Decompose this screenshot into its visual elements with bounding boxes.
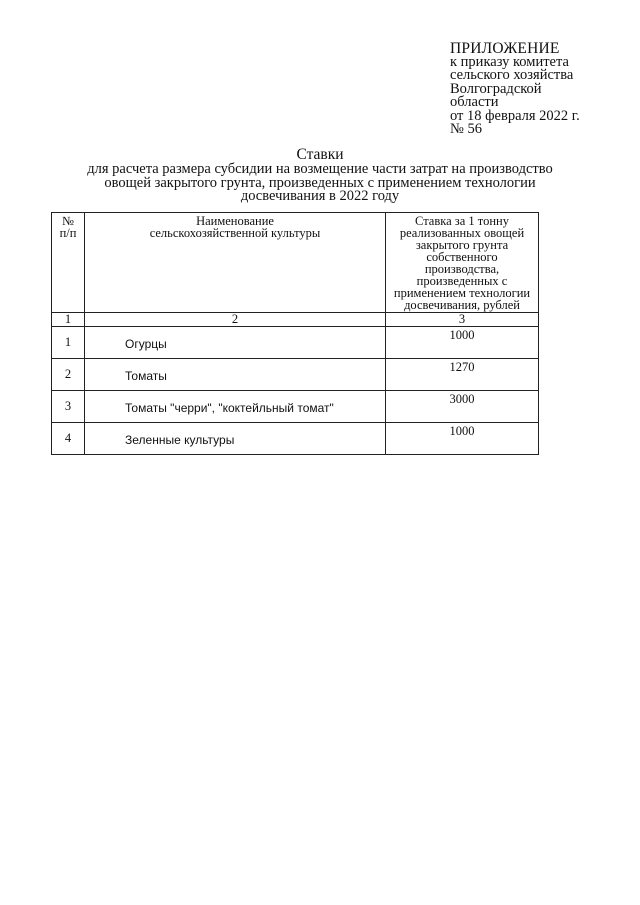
title-line: овощей закрытого грунта, произведенных с применением технологии: [104, 174, 536, 191]
table-row: [52, 359, 539, 391]
rate-value: 1000: [386, 423, 539, 455]
crop-name: Томаты: [85, 359, 386, 391]
column-number-row: [52, 313, 539, 327]
appendix-line: Волгоградской: [450, 80, 542, 97]
header-line: произведенных с: [416, 274, 508, 288]
header-line: Ставка за 1 тонну: [415, 214, 509, 228]
table-row: [52, 327, 539, 359]
column-number: 3: [386, 313, 539, 327]
crop-name: Огурцы: [85, 327, 386, 359]
table-row: [52, 423, 539, 455]
header-rate: [386, 213, 539, 313]
header-line: реализованных овощей: [399, 226, 525, 240]
rates-table: [51, 212, 539, 455]
header-line: №: [62, 214, 74, 228]
appendix-line: области: [450, 94, 499, 110]
rate-value: 3000: [386, 391, 539, 423]
appendix-heading: ПРИЛОЖЕНИЕ: [450, 40, 560, 57]
header-number: [52, 213, 85, 313]
title-main: Ставки: [296, 146, 344, 163]
header-crop-name: [85, 213, 386, 313]
header-line: закрытого грунта: [415, 238, 509, 252]
header-line: сельскохозяйственной культуры: [149, 226, 321, 240]
header-line: применением технологии: [393, 286, 531, 300]
crop-name: Зеленные культуры: [85, 423, 386, 455]
row-number: 1: [52, 327, 85, 359]
header-line: досвечивания, рублей: [404, 298, 520, 312]
column-number: 1: [52, 313, 85, 327]
table-row: [52, 391, 539, 423]
appendix-line: к приказу комитета: [450, 53, 569, 70]
row-number: 2: [52, 359, 85, 391]
header-line: п/п: [59, 226, 77, 240]
row-number: 3: [52, 391, 85, 423]
crop-name: Томаты "черри", "коктейльный томат": [85, 391, 386, 423]
rate-value: 1000: [386, 327, 539, 359]
title-line: досвечивания в 2022 году: [240, 188, 400, 204]
title-line: для расчета размера субсидии на возмещение части затрат на производство: [87, 161, 553, 177]
document-title: [40, 147, 600, 204]
row-number: 4: [52, 423, 85, 455]
appendix-line: от 18 февраля 2022 г.: [450, 107, 580, 124]
rate-value: 1270: [386, 359, 539, 391]
table-header-row: [52, 213, 539, 313]
header-line: собственного производства,: [424, 250, 500, 276]
header-line: Наименование: [196, 214, 274, 228]
column-number: 2: [85, 313, 386, 327]
appendix-line: сельского хозяйства: [450, 67, 574, 83]
appendix-block: [450, 42, 630, 137]
appendix-line: № 56: [450, 121, 482, 137]
